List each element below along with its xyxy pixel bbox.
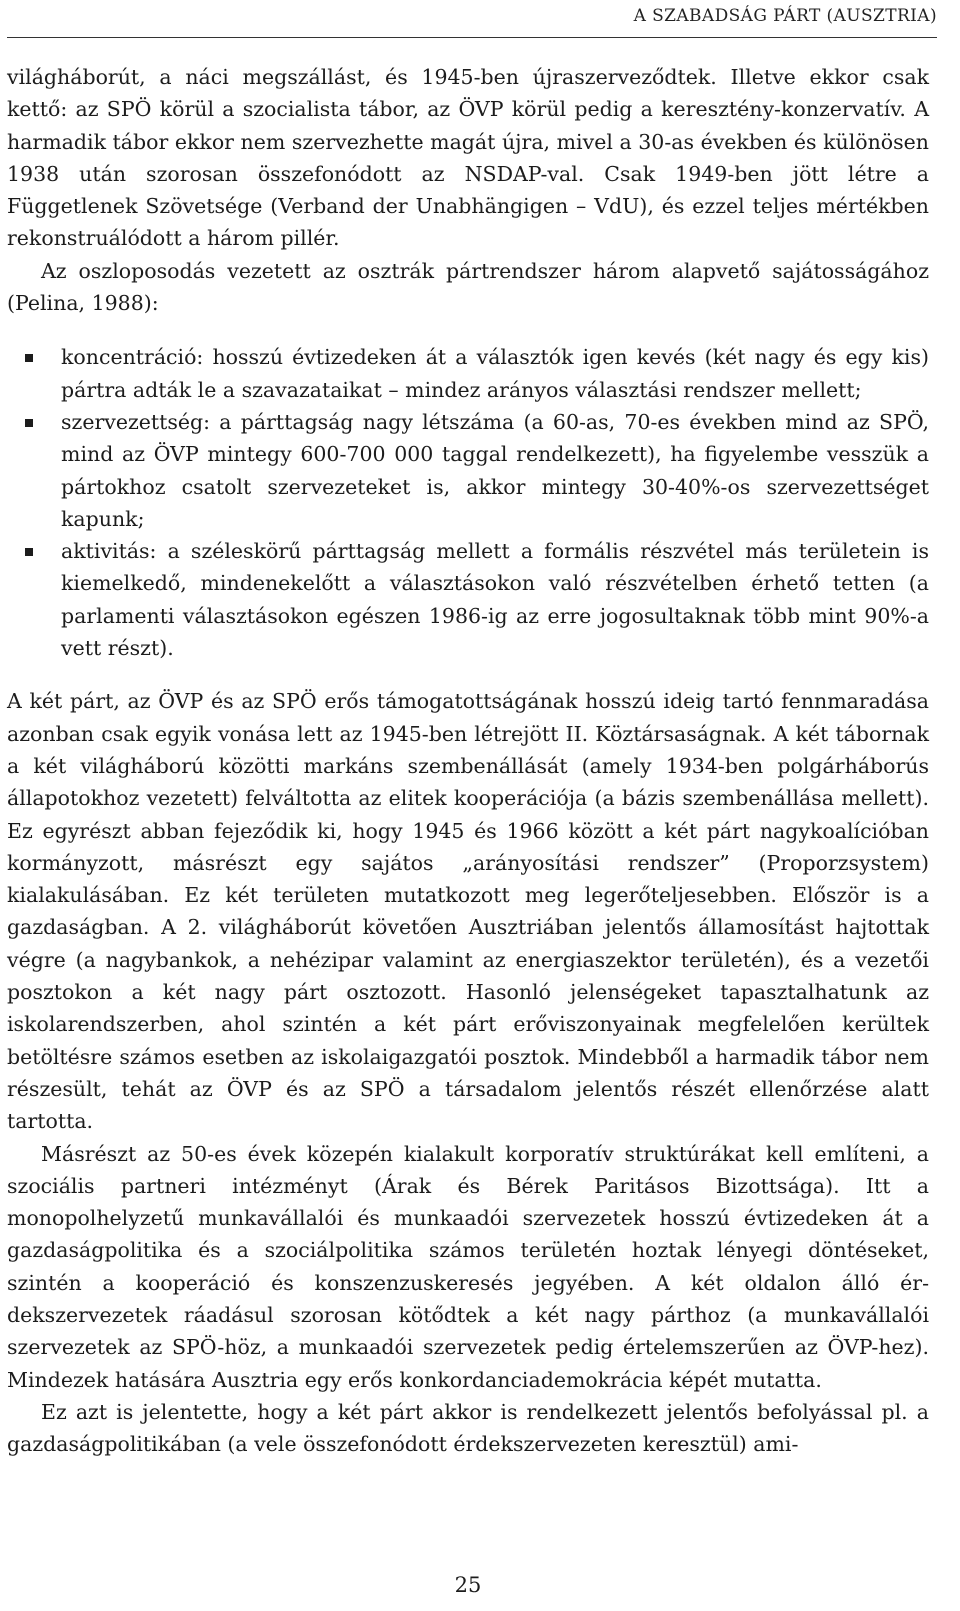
square-bullet-icon	[25, 419, 33, 427]
header-rule	[7, 37, 937, 38]
page-body	[7, 61, 929, 1460]
list-item-text: koncentráció: hosszú évtizedeken át a választók igen kevés (két nagy és egy kis) pártra adták le a szavazataikat – mindez arányos választási rendszer mellett;	[61, 345, 929, 402]
paragraph-2: Az oszloposodás vezetett az osztrák pártrendszer három alapvető sajátosságához (Pelina, 1988):	[7, 258, 929, 316]
feature-list	[7, 341, 929, 664]
running-header: A SZABADSÁG PÁRT (AUSZTRIA)	[633, 6, 937, 26]
paragraph-4: Másrészt az 50-es évek közepén kialakult korporatív struktúrákat kell említeni, a szociális partneri intézményt (Árak és Bérek Paritásos Bizottsága). Itt a monopolhelyzetű munkavállalói és munkaadói szervezetek hosszú évtizedeken át a gazdaságpolitika és a szociálpolitika számos területén hoztak lényegi döntéseket, szintén a kooperáció és konszenzuskeresés jegyében. A két oldalon álló érdekszervezetek ráadásul szorosan kötődtek a két nagy párthoz (a munkavállalói szervezetek az SPÖ-höz, a munkaadói szervezetek pedig értelemszerűen az ÖVP-hez). Mindezek hatására Ausztria egy erős konkordanciademokrácia képét mutatta.	[7, 1141, 929, 1392]
paragraph-1: világháborút, a náci megszállást, és 1945-ben újraszerveződtek. Illetve ekkor csak kettő: az SPÖ körül a szocialista tábor, az ÖVP körül pedig a keresztény-konzervatív. A harmadik tábor ekkor nem szervezhette magát újra, mivel a 30-as években és különösen 1938 után szorosan összefonódott az NSDAP-val. Csak 1949-ben jött létre a Függetlenek Szövetsége (Verband der Unabhängigen – VdU), és ezzel teljes mértékben rekonstruálódott a három pillér.	[7, 65, 929, 251]
list-item-activity	[61, 535, 929, 664]
square-bullet-icon	[25, 548, 33, 556]
list-item-text: aktivitás: a széleskörű párttagság mellett a formális részvétel más területein is kiemelkedő, mindenekelőtt a választásokon való részvételben érhető tetten (a parlamenti választásokon egészen 1986-ig az erre jogosultaknak több mint 90%-a vett részt).	[61, 539, 929, 661]
paragraph-3: A két párt, az ÖVP és az SPÖ erős támogatottságának hosszú ideig tartó fennmaradása azonban csak egyik vonása lett az 1945-ben létrejött II. Köztársaságnak. A két tábornak a két világháború közötti markáns szembenállását (amely 1934-ben polgárháborús állapotokhoz vezetett) felváltotta az elitek kooperációja (a bázis szembenállása mellett). Ez egyrészt abban fejeződik ki, hogy 1945 és 1966 között a két párt nagykoalícióban kormányzott, másrészt egy sajátos „arányosítási rendszer” (Proporzsystem) kialakulásában. Ez két területen mutatkozott meg legerőteljesebben. Először is a gazdaságban. A 2. világháborút követően Ausztriában jelentős államosítást hajtottak végre (a nagybankok, a nehézipar valamint az energiaszektor területén), és a vezetői posztokon a két nagy párt osztozott. Hasonló jelenségeket tapasztalhatunk az iskolarendszerben, ahol szintén a két párt erőviszonyainak megfelelően kerültek betöltésre számos esetben az iskolaigazgatói posztok. Mindebből a harmadik tábor nem részesült, tehát az ÖVP és az SPÖ a társadalom jelentős részét ellenőrzése alatt tartotta.	[7, 689, 929, 1134]
page-number: 25	[454, 1573, 482, 1597]
list-item-concentration	[61, 341, 929, 406]
paragraph-5: Ez azt is jelentette, hogy a két párt akkor is rendelkezett jelentős befolyással pl. a gazdaságpolitikában (a vele összefonódott érdekszervezeten keresztül) ami-	[7, 1399, 929, 1457]
list-item-organization	[61, 406, 929, 535]
list-item-text: szervezettség: a párttagság nagy létszáma (a 60-as, 70-es években mind az SPÖ, mind az ÖVP mintegy 600-700 000 taggal rendelkezett), ha figyelembe vesszük a pártokhoz csatolt szervezeteket is, akkor mintegy 30-40%-os szervezettséget kapunk;	[61, 409, 929, 531]
square-bullet-icon	[25, 354, 33, 362]
